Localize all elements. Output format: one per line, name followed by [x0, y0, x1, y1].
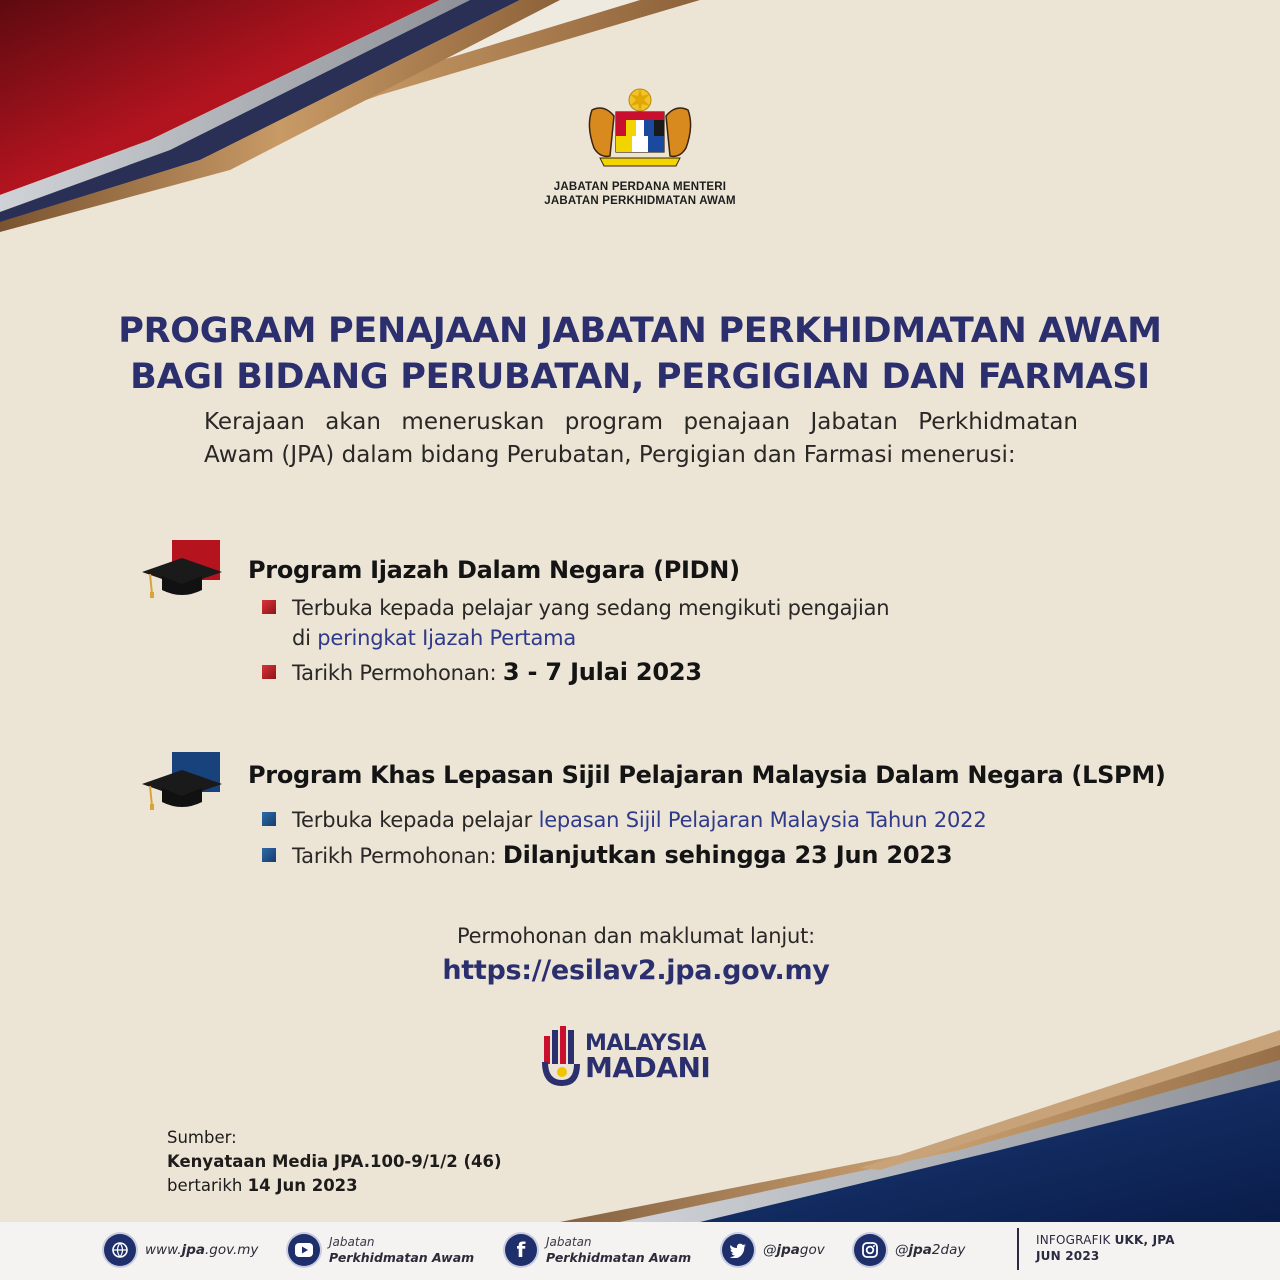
- program-2-bullet-1-text: Terbuka kepada pelajar: [292, 808, 539, 832]
- program-2-date-label: Tarikh Permohonan:: [292, 844, 503, 868]
- agency-line-2: JABATAN PERKHIDMATAN AWAM: [544, 195, 736, 207]
- source-date-prefix: bertarikh: [167, 1176, 248, 1195]
- twitter-bold: jpa: [776, 1241, 800, 1258]
- page-title: [100, 308, 1180, 400]
- infographic-credit: [1036, 1232, 1175, 1264]
- footer-divider: [1017, 1228, 1019, 1270]
- program-1-bullet-2: [262, 657, 702, 688]
- program-1-bullet-1-text: Terbuka kepada pelajar yang sedang mengikuti pengajian: [292, 596, 890, 620]
- youtube-line-2: Perkhidmatan Awam: [329, 1250, 475, 1265]
- madani-emblem-icon: [540, 1024, 582, 1090]
- intro-text: [204, 406, 1078, 472]
- twitter-icon: [722, 1234, 754, 1266]
- more-info-label: Permohonan dan maklumat lanjut:: [456, 924, 816, 948]
- facebook-line-2: Perkhidmatan Awam: [546, 1250, 692, 1265]
- title-line-1: PROGRAM PENAJAAN JABATAN PERKHIDMATAN AWAM: [118, 311, 1162, 351]
- agency-name: [440, 180, 840, 208]
- website-pre: www.: [145, 1241, 182, 1258]
- youtube-icon: [288, 1234, 320, 1266]
- instagram-bold: jpa: [908, 1241, 932, 1258]
- facebook-icon: f: [505, 1234, 537, 1266]
- malaysia-madani-logo: [540, 1024, 720, 1090]
- credit-line-2: JUN 2023: [1036, 1249, 1100, 1263]
- twitter-post: gov: [799, 1241, 825, 1258]
- youtube-line-1: Jabatan: [329, 1235, 375, 1249]
- footer-twitter[interactable]: [722, 1232, 825, 1268]
- website-bold: jpa: [181, 1241, 205, 1258]
- source-date: 14 Jun 2023: [247, 1176, 358, 1195]
- more-info-link[interactable]: https://esilav2.jpa.gov.my: [442, 955, 830, 986]
- instagram-icon: [854, 1234, 886, 1266]
- intro-line-2: Awam (JPA) dalam bidang Perubatan, Pergigian dan Farmasi menerusi:: [204, 442, 1016, 468]
- program-1-bullet-1-cont: [262, 623, 576, 653]
- bullet-icon: [262, 665, 276, 679]
- logo-line-1: MALAYSIA: [585, 1031, 706, 1056]
- footer-website[interactable]: [104, 1232, 258, 1268]
- globe-icon: [104, 1234, 136, 1266]
- source-label: Sumber:: [167, 1128, 237, 1147]
- program-2-bullet-2: [262, 840, 952, 871]
- logo-line-2: MADANI: [585, 1051, 711, 1084]
- instagram-post: 2day: [931, 1241, 966, 1258]
- credit-pre: INFOGRAFIK: [1036, 1233, 1115, 1247]
- footer-facebook[interactable]: [505, 1232, 691, 1268]
- website-post: .gov.my: [204, 1241, 259, 1258]
- program-1-title: Program Ijazah Dalam Negara (PIDN): [248, 556, 740, 584]
- footer-youtube[interactable]: [288, 1232, 474, 1268]
- program-2-date: Dilanjutkan sehingga 23 Jun 2023: [502, 841, 953, 869]
- graduation-cap-icon: [140, 540, 250, 602]
- credit-bold: UKK, JPA: [1114, 1233, 1175, 1247]
- graduation-cap-icon: [140, 752, 250, 814]
- facebook-line-1: Jabatan: [546, 1235, 592, 1249]
- program-1-highlight: peringkat Ijazah Pertama: [317, 626, 577, 650]
- intro-line-1: Kerajaan akan meneruskan program penajaan Jabatan Perkhidmatan: [204, 409, 1078, 435]
- title-line-2: BAGI BIDANG PERUBATAN, PERGIGIAN DAN FARMASI: [130, 357, 1150, 397]
- source-note: [167, 1126, 502, 1198]
- program-1-date: 3 - 7 Julai 2023: [502, 658, 702, 686]
- program-2-title: Program Khas Lepasan Sijil Pelajaran Malaysia Dalam Negara (LSPM): [248, 761, 1166, 789]
- program-1-bullet-1-line2: di: [292, 626, 318, 650]
- agency-line-1: JABATAN PERDANA MENTERI: [553, 181, 727, 193]
- bullet-icon: [262, 812, 276, 826]
- program-2-bullet-1: [262, 805, 987, 835]
- bullet-icon: [262, 848, 276, 862]
- program-1-bullet-1: [262, 593, 889, 623]
- footer-instagram[interactable]: [854, 1232, 965, 1268]
- twitter-pre: @: [763, 1241, 777, 1258]
- instagram-pre: @: [895, 1241, 909, 1258]
- crest-icon: [580, 86, 700, 172]
- program-1-date-label: Tarikh Permohonan:: [292, 661, 503, 685]
- source-statement: Kenyataan Media JPA.100-9/1/2 (46): [167, 1152, 502, 1171]
- bullet-icon: [262, 600, 276, 614]
- program-2-highlight: lepasan Sijil Pelajaran Malaysia Tahun 2022: [538, 808, 987, 832]
